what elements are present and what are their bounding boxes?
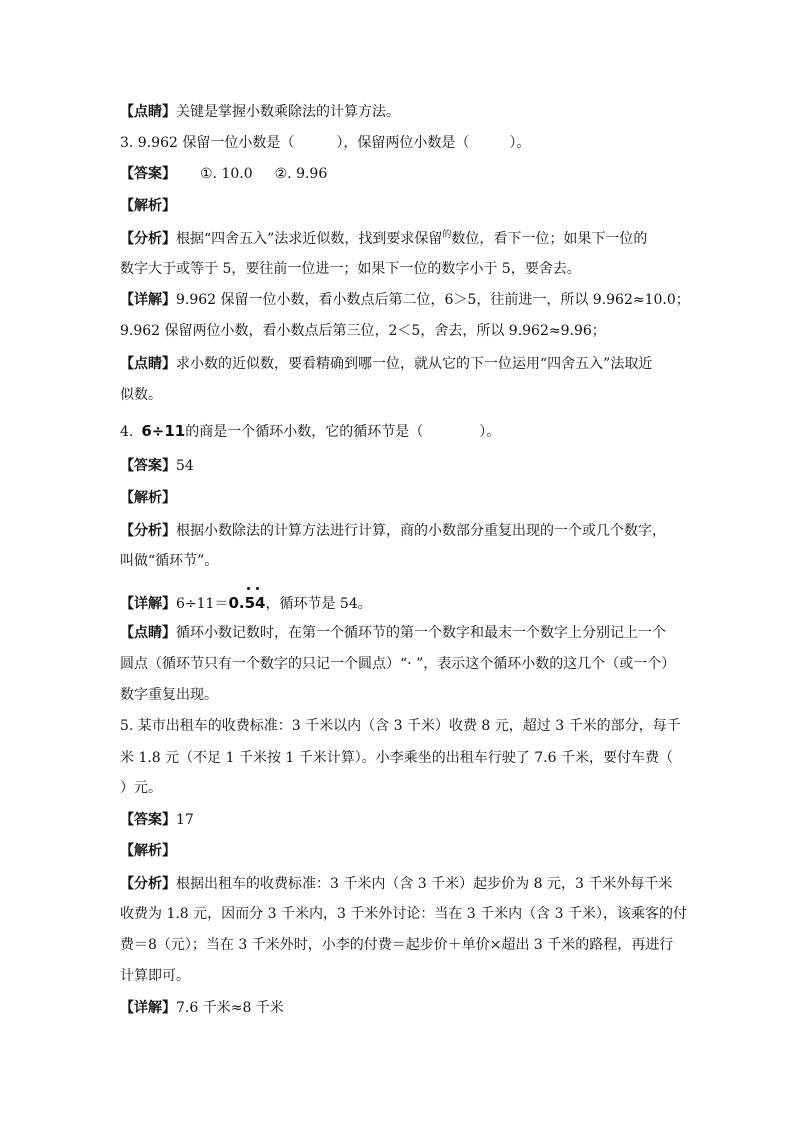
fenxi-5-line-3-text: 费＝8（元）；当在 3 千米外时，小李的付费＝起步价＋单价×超出 3 千米的路程，再进行 bbox=[120, 937, 674, 953]
fenxi-3-small-char: 的 bbox=[442, 230, 452, 240]
xiangjie-label: 【详解】 bbox=[120, 292, 176, 308]
answer-3-part-2: ②. 9.96 bbox=[274, 166, 328, 182]
tip-4-line-3-text: 数字重复出现。 bbox=[120, 687, 218, 703]
tip-3-line-2-text: 似数。 bbox=[120, 387, 162, 403]
repeat-dot-last bbox=[256, 587, 259, 590]
fenxi-5-line-2-text: 收费为 1.8 元，因而分 3 千米内，3 千米外讨论：当在 3 千米内（含 3 千米），该乘客的付 bbox=[120, 906, 687, 922]
question-3-text-3: ）。 bbox=[509, 135, 531, 151]
question-5-line-3 bbox=[120, 778, 680, 798]
tip-4-line-1 bbox=[120, 623, 680, 643]
tip-4-line-2 bbox=[120, 654, 680, 674]
tip-3-text: 求小数的近似数，要看精确到哪一位，就从它的下一位运用“四舍五入”法取近 bbox=[176, 356, 653, 372]
tip-text: 关键是掌握小数乘除法的计算方法。 bbox=[176, 104, 400, 120]
question-5-line-2 bbox=[120, 748, 680, 768]
question-4-text: 的商是一个循环小数，它的循环节是（ bbox=[185, 424, 424, 440]
fenxi-5-line-2 bbox=[120, 904, 687, 924]
fenxi-label: 【分析】 bbox=[120, 523, 176, 539]
fenxi-4-text: 根据小数除法的计算方法进行计算，商的小数部分重复出现的一个或几个数字， bbox=[176, 523, 666, 539]
tip-3-line-2 bbox=[120, 385, 680, 405]
answer-4 bbox=[120, 456, 680, 476]
question-5-text-1: 5. 某市出租车的收费标准：3 千米以内（含 3 千米）收费 8 元，超过 3 千米的部分，每千 bbox=[120, 718, 681, 734]
repeat-dot-first bbox=[247, 587, 250, 590]
question-5-line-1 bbox=[120, 716, 680, 736]
question-3-text-2: ），保留两位小数是（ bbox=[336, 135, 470, 151]
analysis-heading-5 bbox=[120, 841, 680, 861]
answer-4-value: 54 bbox=[176, 458, 194, 474]
analysis-label: 【解析】 bbox=[120, 198, 176, 214]
tip-label: 【点睛】 bbox=[120, 104, 176, 120]
repeating-decimal bbox=[228, 591, 265, 613]
fenxi-4-line-2 bbox=[120, 551, 680, 571]
fenxi-label: 【分析】 bbox=[120, 231, 176, 247]
tip-label: 【点睛】 bbox=[120, 625, 176, 641]
analysis-label: 【解析】 bbox=[120, 843, 176, 859]
question-4-text-2: ）。 bbox=[479, 424, 501, 440]
question-5-text-2: 米 1.8 元（不足 1 千米按 1 千米计算）。小李乘坐的出租车行驶了 7.6 千米，要付车费（ bbox=[120, 750, 673, 766]
fenxi-5-text: 根据出租车的收费标准：3 千米内（含 3 千米）起步价为 8 元，3 千米外每千米 bbox=[176, 876, 673, 892]
question-3 bbox=[120, 133, 680, 153]
xiangjie-4-text-2: ，循环节是 54。 bbox=[265, 596, 372, 612]
xiangjie-3-text: 9.962 保留一位小数，看小数点后第二位，6＞5，往前进一，所以 9.962≈10.0； bbox=[176, 292, 690, 308]
xiangjie-4 bbox=[120, 591, 680, 614]
fenxi-5-line-4 bbox=[120, 966, 680, 986]
xiangjie-5 bbox=[120, 998, 680, 1018]
answer-5 bbox=[120, 810, 680, 830]
answer-5-value: 17 bbox=[176, 812, 194, 828]
question-3-text: 3. 9.962 保留一位小数是（ bbox=[120, 135, 295, 151]
fenxi-5-line-4-text: 计算即可。 bbox=[120, 968, 190, 984]
answer-label: 【答案】 bbox=[120, 166, 176, 182]
answer-label: 【答案】 bbox=[120, 812, 176, 828]
question-4 bbox=[120, 421, 680, 442]
fenxi-3-text-2: 数位，看下一位；如果下一位的 bbox=[451, 231, 648, 247]
tip-label: 【点睛】 bbox=[120, 356, 176, 372]
xiangjie-4-text: 6÷11＝ bbox=[176, 596, 229, 612]
tip-4-line-2-text: 圆点（循环节只有一个数字的只记一个圆点）“· ”，表示这个循环小数的这几个（或一个） bbox=[120, 656, 676, 672]
fenxi-3-text: 根据“四舍五入”法求近似数，找到要求保留 bbox=[176, 231, 443, 247]
xiangjie-label: 【详解】 bbox=[120, 596, 176, 612]
xiangjie-3-line-1 bbox=[120, 290, 690, 310]
fenxi-3-line-2-text: 数字大于或等于 5，要往前一位进一；如果下一位的数字小于 5，要舍去。 bbox=[120, 261, 581, 277]
fenxi-4-line-2-text: 叫做“循环节”。 bbox=[120, 553, 219, 569]
xiangjie-3-line-2-text: 9.962 保留两位小数，看小数点后第三位，2＜5，舍去，所以 9.962≈9.96； bbox=[120, 323, 606, 339]
xiangjie-5-text: 7.6 千米≈8 千米 bbox=[176, 1000, 284, 1016]
tip-4-line-3 bbox=[120, 685, 680, 705]
tip-4-text: 循环小数记数时，在第一个循环节的第一个数字和最末一个数字上分别记上一个 bbox=[176, 625, 666, 641]
analysis-label: 【解析】 bbox=[120, 490, 176, 506]
fenxi-label: 【分析】 bbox=[120, 876, 176, 892]
answer-label: 【答案】 bbox=[120, 458, 176, 474]
question-4-expression: 6÷11 bbox=[141, 422, 186, 440]
question-5-text-3: ）元。 bbox=[120, 780, 162, 796]
fenxi-5-line-3 bbox=[120, 935, 680, 955]
repeating-decimal-value: 0.54 bbox=[228, 594, 266, 612]
analysis-heading-3 bbox=[120, 196, 680, 216]
tip-3-line-1 bbox=[120, 354, 680, 374]
tip-line-1 bbox=[120, 102, 680, 122]
fenxi-3-line-1 bbox=[120, 229, 680, 251]
answer-3-part-1: ①. 10.0 bbox=[200, 166, 253, 182]
fenxi-3-line-2 bbox=[120, 259, 680, 279]
xiangjie-3-line-2 bbox=[120, 321, 680, 341]
analysis-heading-4 bbox=[120, 488, 680, 508]
answer-3 bbox=[120, 164, 680, 184]
fenxi-5-line-1 bbox=[120, 874, 680, 894]
xiangjie-label: 【详解】 bbox=[120, 1000, 176, 1016]
question-4-number: 4. bbox=[120, 424, 134, 440]
fenxi-4-line-1 bbox=[120, 521, 680, 541]
